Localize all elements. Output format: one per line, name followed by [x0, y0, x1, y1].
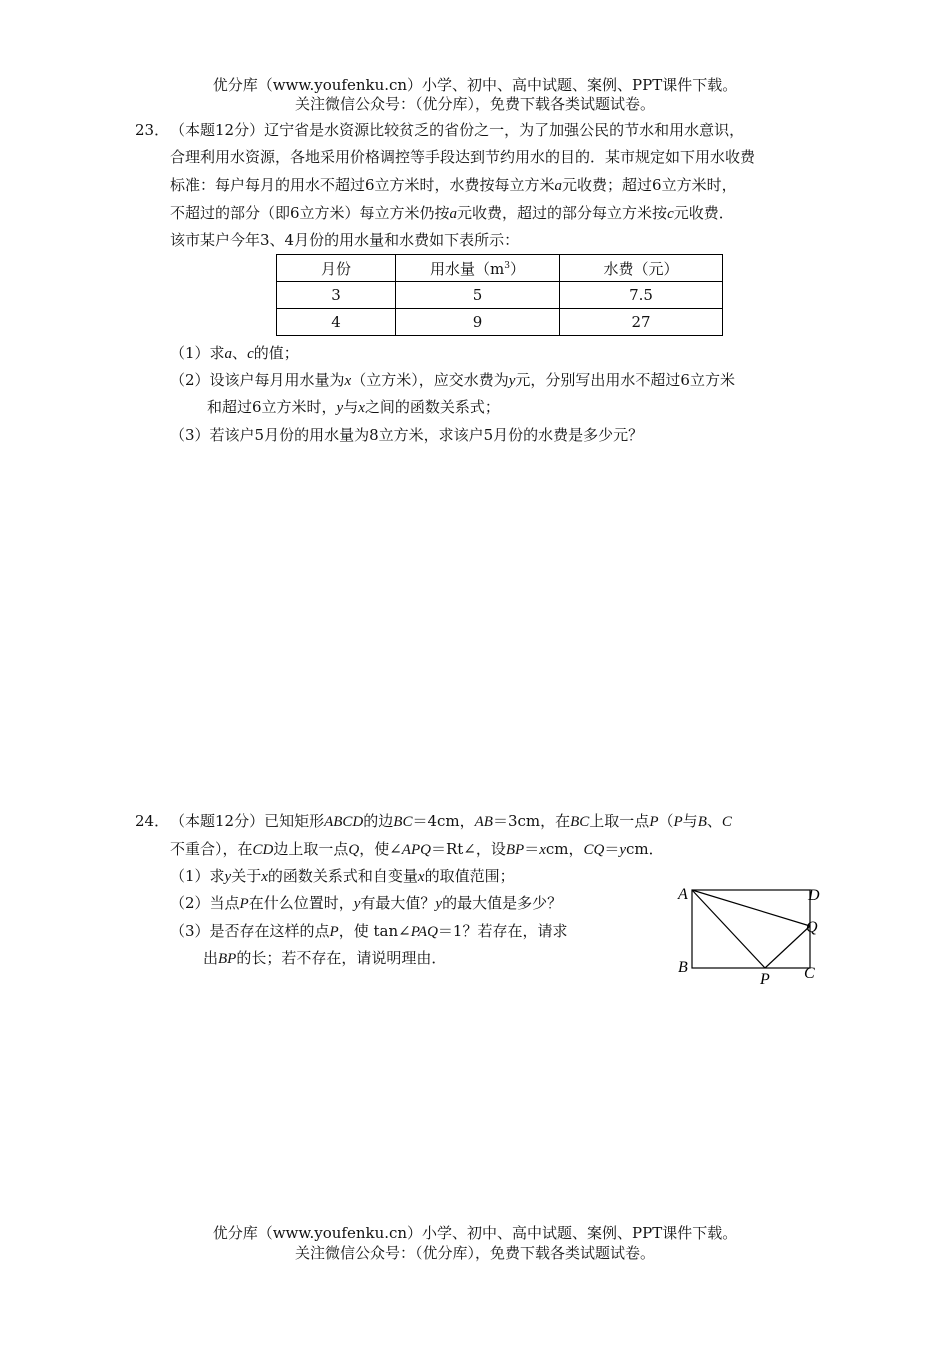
label-p: P: [760, 971, 770, 988]
table-row: [277, 282, 723, 309]
q24-sub-1: （1）求y关于x的函数关系式和自变量x的取值范围；: [170, 867, 515, 885]
footer-line-2: 关注微信公众号：（优分库），免费下载各类试题试卷。: [294, 1244, 655, 1262]
q23-sub-2-cont: 和超过6立方米时，y与x之间的函数关系式；: [207, 398, 500, 416]
header-volume: 用水量$(m^3)$: [396, 255, 560, 282]
cell-volume: 9: [396, 309, 560, 336]
label-a: A: [678, 886, 688, 903]
label-c: C: [804, 965, 815, 982]
q23-sub-2: （2）设该户每月用水量为x（立方米），应交水费为y元，分别写出用水不超过6立方米: [170, 371, 735, 389]
footer-line-1: 优分库（www.youfenku.cn）小学、初中、高中试题、案例、PPT课件下载。: [212, 1224, 738, 1242]
q23-line-2: 合理利用水资源，各地采用价格调控等手段达到节约用水的目的．某市规定如下用水收费: [170, 148, 756, 166]
q24-sub-3-cont: 出BP的长；若不存在，请说明理由．: [203, 949, 447, 967]
table-row: [277, 309, 723, 336]
q23-line-1: （本题12分）辽宁省是水资源比较贫乏的省份之一，为了加强公民的节水和用水意识，: [170, 121, 745, 139]
q24-line-2: 不重合），在CD边上取一点Q，使∠APQ＝Rt∠，设BP＝xcm，CQ＝ycm．: [170, 840, 664, 858]
header-month: 月份: [277, 255, 396, 282]
q23-number: 23．: [135, 121, 170, 139]
cell-fee: 7.5: [560, 282, 723, 309]
rectangle-figure: [670, 880, 830, 990]
q23-line-4: 不超过的部分（即6立方米）每立方米仍按a元收费，超过的部分每立方米按c元收费．: [170, 204, 734, 222]
q24-sub-3: （3）是否存在这样的点P，使 tan∠PAQ＝1？若存在，请求: [170, 922, 568, 940]
water-fee-table: [276, 254, 723, 336]
rectangle-abcd: [692, 890, 810, 968]
header-fee: 水费（元）: [560, 255, 723, 282]
header-line-2: 关注微信公众号：（优分库），免费下载各类试题试卷。: [294, 95, 655, 113]
cell-month: 3: [277, 282, 396, 309]
segment-aq: [692, 890, 810, 926]
label-b: B: [678, 959, 688, 976]
q23-line-5: 该市某户今年3、4月份的用水量和水费如下表所示：: [170, 231, 520, 249]
cell-fee: 27: [560, 309, 723, 336]
label-d: D: [808, 887, 820, 904]
q23-sub-3: （3）若该户5月份的用水量为8立方米，求该户5月份的水费是多少元？: [170, 426, 644, 444]
cell-month: 4: [277, 309, 396, 336]
q24-sub-2: （2）当点P在什么位置时，y有最大值？y的最大值是多少？: [170, 894, 563, 912]
header-line-1: 优分库（www.youfenku.cn）小学、初中、高中试题、案例、PPT课件下载。: [212, 76, 738, 94]
q23-sub-1: （1）求a、c的值；: [170, 344, 299, 362]
q24-line-1: （本题12分）已知矩形ABCD的边BC＝4cm，AB＝3cm，在BC上取一点P（P与B、C: [170, 812, 732, 830]
table-header-row: [277, 255, 723, 282]
cell-volume: 5: [396, 282, 560, 309]
label-q: Q: [806, 919, 818, 936]
q24-number: 24．: [135, 812, 170, 830]
q23-line-3: 标准：每户每月的用水不超过6立方米时，水费按每立方米a元收费；超过6立方米时，: [170, 176, 737, 194]
segment-pq: [765, 926, 810, 968]
